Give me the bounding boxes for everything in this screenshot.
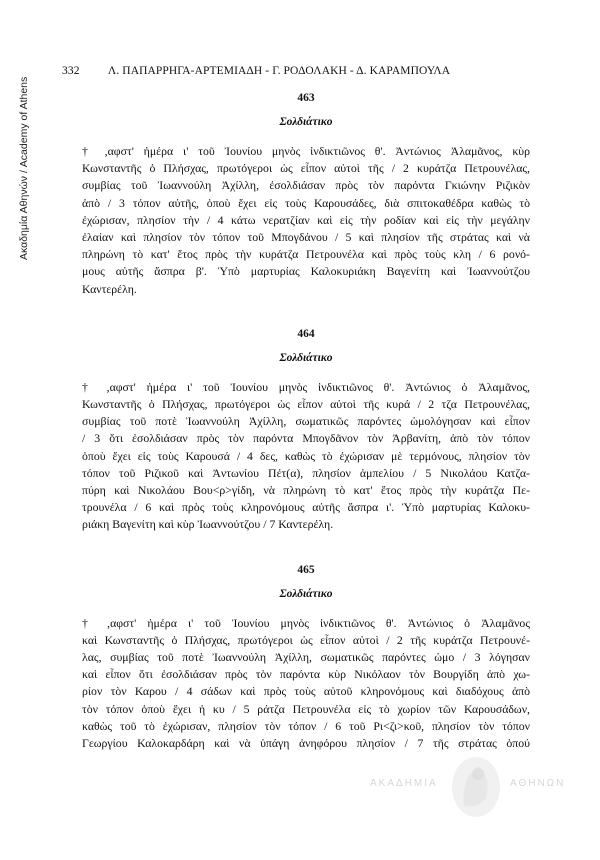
text-line: ριάκη Βαγενίτη καὶ κὺρ Ἰωαννούτζου / 7 Καντερέλη. bbox=[82, 517, 334, 532]
text-line: συμβίας τοῦ Ἰωαννούλη Ἀχίλλη, ἐσολδιάσαν πρὸς τὸν παρόντα Γκιώνην Ριζικὸν bbox=[82, 178, 530, 193]
document-464 bbox=[82, 328, 530, 534]
side-watermark-text: Ακαδημία Αθηνών / Academy of Athens bbox=[18, 76, 30, 260]
document-title: Σολδιάτικο bbox=[279, 587, 333, 600]
text-line: † ,αφστ' ἡμέρα ι' τοῦ Ἰουνίου μηνὸς ἰνδικτιῶνος θ'. Ἀντώνιος Ἀλαμᾶνος, κὺρ bbox=[82, 144, 530, 158]
document-title: Σολδιάτικο bbox=[279, 116, 333, 128]
text-line: ρίον τὸν Καρου / 4 σάδων καὶ πρὸς τοὺς αὐτοῦ κληρονόμους καὶ διαδόχους ἀπὸ bbox=[82, 684, 530, 699]
document-465 bbox=[82, 564, 530, 753]
document-text bbox=[82, 143, 530, 298]
page-header bbox=[62, 65, 550, 77]
text-line: Κωνσταντῆς ὁ Πλήσχας, πρωτόγεροι ὡς εἶπον αὐτοὶ τῆς κυρά / 2 τζα Πετρουνέλας, bbox=[82, 397, 530, 412]
text-line: τόπον τοῦ Ριζικοῦ καὶ Ἀντωνίου Πέτ(α), πλησίον ἀμπελίου / 5 Νικολάου Κατζα- bbox=[82, 465, 530, 480]
text-line: ἀπὸ / 3 τόπον αὐτῆς, ὁποὺ ἔχει εἰς τοὺς Καρουσάδες, διὰ σπιτοκαθέδρα καθὼς τὸ bbox=[82, 195, 530, 210]
text-line: πληρώνη τὸ κατ' ἔτος πρὸς τὴν κυράτζα Πετρουνέλα καὶ πρὸς τοὺς κλη / 6 ρονό- bbox=[82, 247, 530, 262]
document-text bbox=[82, 379, 530, 534]
watermark-text-left: ΑΚΑΔΗΜΙΑ bbox=[370, 778, 438, 789]
academy-seal-icon bbox=[448, 754, 504, 820]
page-number: 332 bbox=[62, 65, 80, 77]
text-line: ἐχώρισαν, πλησίον τὴν / 4 κάτω νερατζίαν καὶ εἰς τὴν ροδίαν καὶ εἰς τὴν μεγάλην bbox=[82, 212, 530, 227]
text-line: πύρη καὶ Νικολάου Βου<ρ>γίδη, νὰ πληρώνη τὸ κατ' ἔτος πρὸς τὴν κυράτζα Πε- bbox=[82, 483, 530, 498]
document-number: 463 bbox=[297, 92, 315, 104]
watermark-text-right: ΑΘΗΝΩΝ bbox=[510, 778, 566, 789]
document-text bbox=[82, 615, 530, 753]
text-line: / 3 ὅτι ἐσολδιάσαν πρὸς τὸν παρόντα Μπογδᾶνον τὸν Ἀρβανίτη, ἀπὸ τὸν τόπον bbox=[82, 431, 530, 446]
text-line: καὶ Κωνσταντῆς ὁ Πλήσχας, πρωτόγεροι ὡς εἶπον αὐτοὶ / 2 τῆς κυράτζα Πετρουνέ- bbox=[82, 632, 530, 647]
page-content bbox=[82, 92, 530, 782]
text-line: καὶ εἶπον ὅτι ἐσολδιάσαν πρὸς τὸν παρόντα κὺρ Νικόλαον τὸν Βουργίδη ἀπὸ χω- bbox=[82, 667, 530, 682]
document-number: 464 bbox=[297, 327, 315, 340]
text-line: συμβίας τοῦ ποτὲ Ἰωαννούλη Ἀχίλλη, σωματικῶς παρόντες ὡμολόγησαν καὶ εἶπον bbox=[82, 414, 530, 429]
text-line: Καντερέλη. bbox=[82, 281, 137, 296]
text-line: † ,αφστ' ἡμέρα ι' τοῦ Ἰουνίου μηνὸς ἰνδικτιῶνος θ'. Ἀντώνιος ὁ Ἀλαμᾶνος, bbox=[82, 379, 530, 394]
text-line: τρουνέλα / 6 καὶ πρὸς τοὺς κληρονόμους αὐτῆς ἄσπρα ι'. Ὑπὸ μαρτυρίας Καλοκυ- bbox=[82, 500, 530, 515]
running-head: Λ. ΠΑΠΑΡΡΗΓΑ-ΑΡΤΕΜΙΑΔΗ - Γ. ΡΟΔΟΛΑΚΗ - Δ. ΚΑΡΑΜΠΟΥΛΑ bbox=[107, 65, 451, 77]
document-title: Σολδιάτικο bbox=[279, 351, 333, 364]
document-463 bbox=[82, 92, 530, 298]
text-line: μους αὐτῆς ἄσπρα β'. Ὑπὸ μαρτυρίας Καλοκυριάκη Βαγενίτη καὶ Ἰωαννούτζου bbox=[82, 264, 530, 279]
document-number: 465 bbox=[297, 563, 315, 576]
academy-watermark bbox=[360, 752, 590, 822]
text-line: ὁποὺ ἔχει εἰς τοὺς Καρουσά / 4 δες, καθὼς τὸ ἐχώρισαν μὲ τερμόνους, πλησίον τὸν bbox=[82, 448, 530, 463]
text-line: ἐλαίαν καὶ πλησίον τὸν τόπον τοῦ Μπογδάνου / 5 καὶ πλησίον τῆς στράτας καὶ νὰ bbox=[82, 230, 530, 245]
text-line: λας, συμβίας τοῦ ποτὲ Ἰωαννούλη Ἀχίλλη, σωματικῶς παρόντες ὡμο / 3 λόγησαν bbox=[82, 650, 530, 665]
text-line: τὸν τόπον ὁποὺ ἔχει ἡ κυ / 5 ράτζα Πετρουνέλα εἰς τὸ χωρίον τῶν Καρουσάδων, bbox=[82, 701, 530, 716]
text-line: καθὼς τοῦ τὸ ἐχώρισαν, πλησίον τὸν τόπον / 6 τοῦ Ρι<ζι>κοῦ, πλησίον τὸν τόπον bbox=[82, 718, 530, 733]
text-line: Κωνσταντῆς ὁ Πλήσχας, πρωτόγεροι ὡς εἶπον αὐτοὶ τῆς / 2 κυράτζα Πετρουνέλας, bbox=[82, 161, 530, 176]
text-line: Γεωργίου Καλοκαρδάρη καὶ νὰ ὑπάγη ἀνηφόρου πλησίον / 7 τῆς στράτας ὁπού bbox=[82, 736, 530, 751]
text-line: † ,αφστ' ἡμέρα ι' τοῦ Ἰουνίου μηνὸς ἰνδικτιῶνος θ'. Ἀντώνιος ὁ Ἀλαμᾶνος bbox=[82, 615, 530, 630]
